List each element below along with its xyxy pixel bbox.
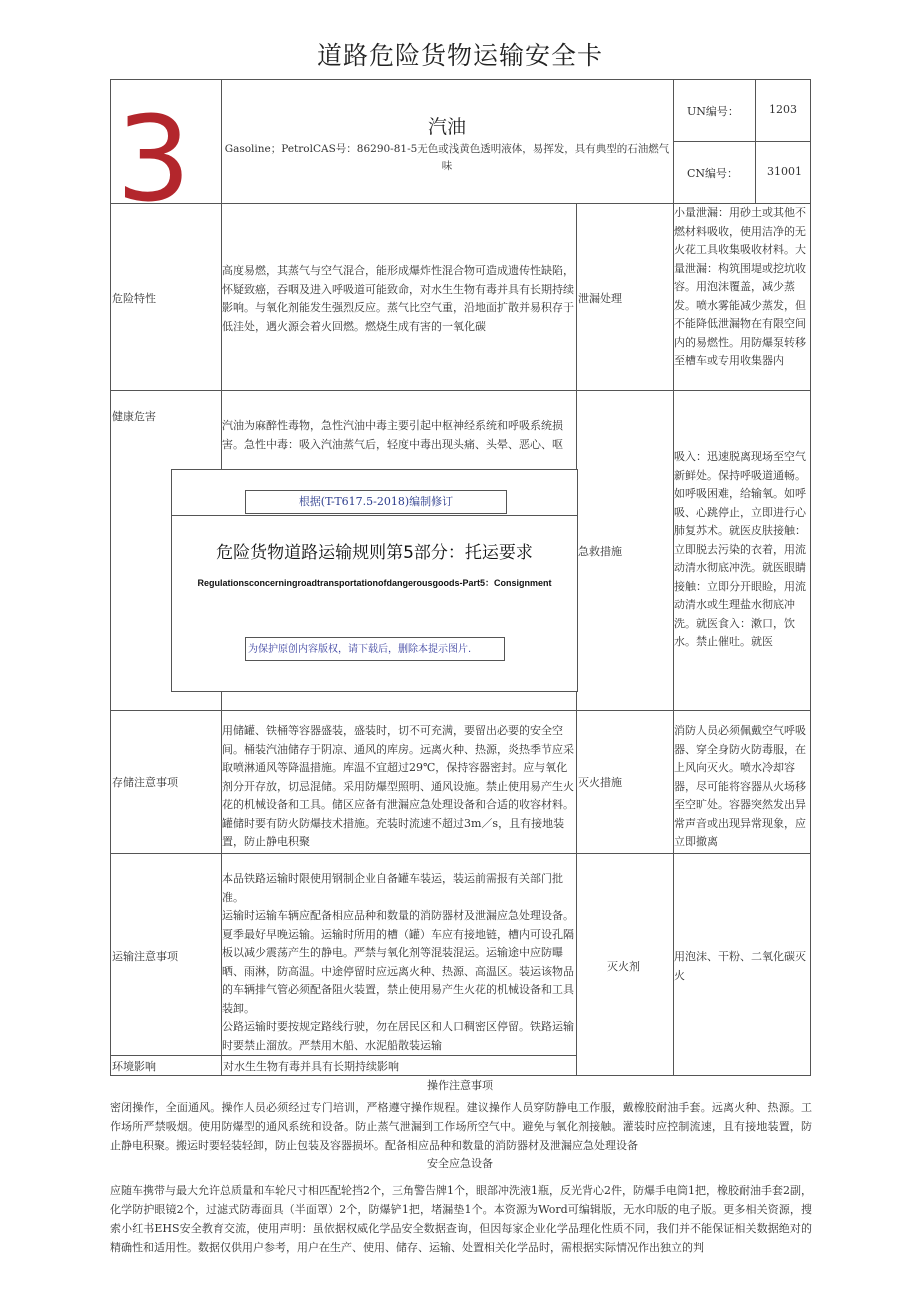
env-text: 对水生生物有毒并具有长期持续影响 [223,1060,399,1073]
firstaid-label: 急救措施 [578,545,622,558]
standard-basis-box: 根据(T-T617.5-2018)编制修订 [245,490,507,514]
transport-paragraph: 运输时运输车辆应配备相应品种和数量的消防器材及泄漏应急处理设备。夏季最好早晚运输。运输时所用的槽（罐）车应有接地链，槽内可设孔隔板以减少震荡产生的静电。严禁与氧化剂等混装混运。运输途中应防曝晒、雨淋，防高温。中途停留时应远离火种、热源、高温区。装运该物品的车辆排气管必须配备阻火装置，禁止使用易产生火花的机械设备和工具装卸。 [222,909,574,1015]
transport-label: 运输注意事项 [112,950,178,963]
transport-paragraph: 本品铁路运输时限使用钢制企业自备罐车装运，装运前需报有关部门批准。 [222,872,563,904]
un-number-label: UN编号： [687,105,739,118]
storage-text: 用储罐、铁桶等容器盛装，盛装时，切不可充满，要留出必要的安全空间。桶装汽油储存于阴凉、通风的库房。远离火种、热源，炎热季节应采取喷淋通风等降温措施。库温不宜超过29℃，保持容器密封。应与氧化剂分开存放，切忌混储。采用防爆型照明、通风设施。禁止使用易产生火花的机械设备和工具。储区应备有泄漏应急处理设备和合适的收容材料。罐储时要有防火防爆技术措施。充装时流速不超过3m／s，且有接地装置，防止静电积聚 [222,724,574,848]
copyright-note-box: 为保护原创内容版权，请下载后，删除本提示图片. [245,637,505,661]
env-label: 环境影响 [112,1060,156,1073]
un-number-value: 1203 [769,103,797,116]
regulation-title-en: Regulationsconcerningroadtransportationofdangerousgoods-Part5：Consignment [197,578,552,588]
hazard-text: 高度易燃，其蒸气与空气混合，能形成爆炸性混合物可造成遗传性缺陷，怀疑致癌，吞咽及进入呼吸道可能致命，对水生生物有毒并具有长期持续影响。与氧化剂能发生强烈反应。蒸气比空气重，沿地面扩散并易积存于低洼处，遇火源会着火回燃。燃烧生成有害的一氧化碳 [222,264,574,333]
firstaid-text: 吸入：迅速脱离现场至空气新鲜处。保持呼吸道通畅。如呼吸困难，给输氧。如呼吸、心跳停止，立即进行心肺复苏术。就医皮肤接触：立即脱去污染的衣着，用流动清水彻底冲洗。就医眼睛接触：立即分开眼睑，用流动清水或生理盐水彻底冲洗。就医食入：漱口，饮水。禁止催吐。就医 [674,450,806,648]
copyright-notice-image [171,469,578,692]
cn-number-value: 31001 [767,165,802,178]
fire-text: 消防人员必须佩戴空气呼吸器、穿全身防火防毒服，在上风向灭火。喷水冷却容器，尽可能将容器从火场移至空旷处。容器突然发出异常声音或出现异常现象，应立即撤离 [674,724,806,848]
cn-number-label: CN编号： [687,167,739,180]
emergency-text: 应随车携带与最大允许总质量和车轮尺寸相匹配轮挡2个，三角警告牌1个，眼部冲洗液1瓶，反光背心2件，防爆手电筒1把，橡胶耐油手套2副，化学防护眼镜2个，过滤式防毒面具（半面罩）2个，防爆铲1把，堵漏垫1个。本资源为Word可编辑版，无水印版的电子版。更多相关资源，搜索小红书EHS安全教育交流，使用声明：虽依据权威化学品安全数据查询，但因每家企业化学品理化性质不同，我们并不能保证相关数据绝对的精确性和适用性。数据仅供用户参考，用户在生产、使用、储存、运输、处置相关化学品时，需根据实际情况作出独立的判 [110,1184,812,1254]
extinguish-text: 用泡沫、干粉、二氧化碳灭火 [674,950,806,982]
operation-text: 密闭操作，全面通风。操作人员必须经过专门培训，严格遵守操作规程。建议操作人员穿防静电工作服，戴橡胶耐油手套。远离火种、热源。工作场所严禁吸烟。使用防爆型的通风系统和设备。防止蒸气泄漏到工作场所空气中。避免与氧化剂接触。灌装时应控制流速，且有接地装置，防止静电积聚。搬运时要轻装轻卸，防止包装及容器损坏。配备相应品种和数量的消防器材及泄漏应急处理设备 [110,1101,812,1152]
leak-label: 泄漏处理 [578,292,622,305]
health-text: 汽油为麻醉性毒物，急性汽油中毒主要引起中枢神经系统和呼吸系统损害。急性中毒：吸入汽油蒸气后，轻度中毒出现头痛、头晕、恶心、呕 [222,419,563,451]
storage-label: 存储注意事项 [112,776,178,789]
document-title: 道路危险货物运输安全卡 [316,41,603,70]
transport-paragraph: 公路运输时要按规定路线行驶，勿在居民区和人口稠密区停留。铁路运输时要禁止溜放。严禁用木船、水泥船散装运输 [222,1020,574,1052]
regulation-title: 危险货物道路运输规则第5部分：托运要求 [216,543,533,563]
transport-text [222,870,575,1055]
hazard-class-number: 3 [116,90,192,228]
hazard-label: 危险特性 [112,292,156,305]
product-description: Gasoline；PetrolCAS号：86290-81-5无色或浅黄色透明液体，易挥发，具有典型的石油燃气味 [224,143,670,172]
extinguish-label: 灭火剂 [607,960,640,973]
operation-heading: 操作注意事项 [427,1079,493,1092]
fire-label: 灭火措施 [578,776,622,789]
emergency-heading: 安全应急设备 [427,1157,493,1170]
leak-text: 小量泄漏：用砂土或其他不燃材料吸收，使用洁净的无火花工具收集吸收材料。大量泄漏：构筑围堤或挖坑收容。用泡沫覆盖，减少蒸发。喷水雾能减少蒸发，但不能降低泄漏物在有限空间内的易燃性。用防爆泵转移至槽车或专用收集器内 [674,206,806,367]
health-label: 健康危害 [112,410,156,423]
product-name: 汽油 [427,116,466,138]
